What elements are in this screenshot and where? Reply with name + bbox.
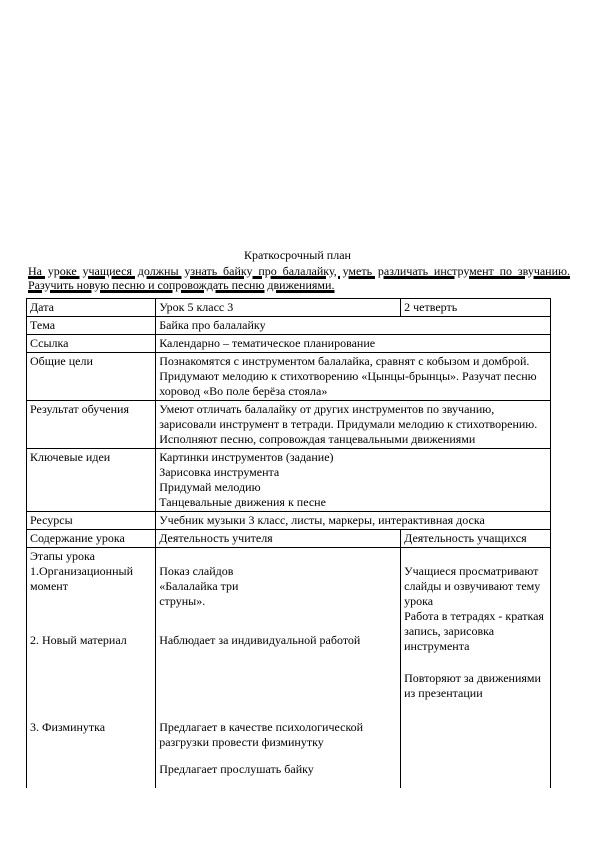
spacer [404,654,547,671]
row-date [27,299,551,317]
lesson-intro [28,264,570,292]
spacer [30,735,152,787]
content-header: Содержание урока [27,530,156,548]
idea-item: Придумай мелодию [159,480,261,494]
quarter: 2 четверть [401,299,551,317]
row-ideas [27,449,551,512]
spacer [159,648,397,720]
goals-label: Общие цели [27,353,156,401]
intro-text: На уроке учащиеся должны узнать байку про балалайку, уметь различать инструмент по звучанию. Разучить новую песню и сопровождать песню движениями. [28,264,570,292]
stage-3-teacher: Предлагает в качестве психологической разгрузки провести физминутку [159,720,364,749]
resources-value: Учебник музыки 3 класс, листы, маркеры, интерактивная доска [156,512,551,530]
resources-label: Ресурсы [27,512,156,530]
ideas-label: Ключевые идеи [27,449,156,512]
row-stages [27,548,551,789]
row-topic [27,317,551,335]
spacer [159,549,397,564]
spacer [30,648,152,720]
teacher-activity-cell [156,548,401,789]
stage-1-students: Учащиеся просматривают слайды и озвучивают тему урока [404,564,541,608]
spacer [159,609,397,633]
stage-1-teacher: Показ слайдов «Балалайка три струны». [159,564,239,608]
goals-value: Познакомятся с инструментом балалайка, сравнят с кобызом и домброй. Придумают мелодию к стихотворению «Цынцы-брынцы». Разучат песню хоровод «Во поле берёза стояла» [156,353,551,401]
stage-3-students: Повторяют за движениями из презентации [404,671,541,700]
link-label: Ссылка [27,335,156,353]
row-content-header [27,530,551,548]
teacher-activity-header: Деятельность учителя [156,530,401,548]
lesson-class: Урок 5 класс 3 [156,299,401,317]
spacer [159,750,397,762]
student-activity-cell [401,548,551,789]
stage-2-teacher: Наблюдает за индивидуальной работой [159,633,361,647]
date-label: Дата [27,299,156,317]
row-resources [27,512,551,530]
stage-2-name: 2. Новый материал [30,633,127,647]
topic-label: Тема [27,317,156,335]
stage-4-teacher: Предлагает прослушать байку [159,762,314,776]
topic-value: Байка про балалайку [156,317,551,335]
result-label: Результат обучения [27,401,156,449]
link-value: Календарно – тематическое планирование [156,335,551,353]
result-value: Умеют отличать балалайку от других инструментов по звучанию, зарисовали инструмент в тетради. Придумали мелодию к стихотворению. Исполняют песню, сопровождая танцевальными движениями [156,401,551,449]
row-link [27,335,551,353]
spacer [30,594,152,633]
stage-3-name: 3. Физминутка [30,720,106,734]
lesson-plan-table [26,298,551,788]
idea-item: Зарисовка инструмента [159,465,280,479]
row-goals [27,353,551,401]
idea-item: Картинки инструментов (задание) [159,450,334,464]
idea-item: Танцевальные движения к песне [159,495,326,509]
student-activity-header: Деятельность учащихся [401,530,551,548]
stage-1-name: 1.Организационный момент [30,564,133,593]
stage-2-students: Работа в тетрадях - краткая запись, зарисовка инструмента [404,609,544,653]
ideas-value [156,449,551,512]
stages-heading: Этапы урока [30,549,95,563]
stages-cell [27,548,156,789]
spacer [404,549,547,564]
document-title: Краткосрочный план [244,248,351,262]
row-result [27,401,551,449]
